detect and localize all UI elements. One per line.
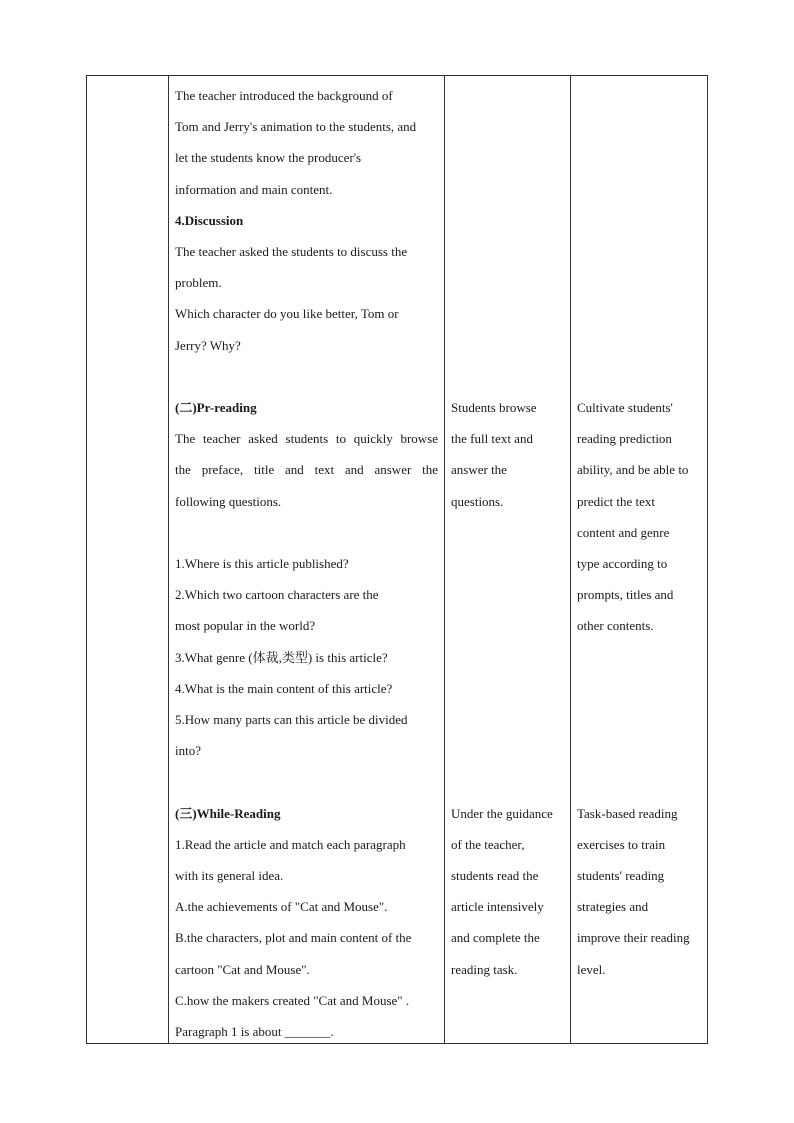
student-pre-reading-line: Students browse — [451, 400, 537, 415]
while-reading-line: B.the characters, plot and main content of the — [175, 930, 412, 946]
discussion-line: Which character do you like better, Tom or — [175, 306, 399, 322]
intent-while-reading-line: level. — [577, 961, 606, 977]
student-while-reading-line: students read the — [451, 868, 539, 884]
intro-line: let the students know the producer's — [175, 150, 362, 166]
intro-line: Tom and Jerry's animation to the students, and — [175, 119, 417, 135]
while-reading-heading: (三)While-Reading — [175, 805, 281, 821]
question-line: 2.Which two cartoon characters are the — [175, 587, 379, 603]
intent-pre-reading-line: ability, and be able to — [577, 462, 689, 478]
intent-while-reading-line: exercises to train — [577, 836, 666, 852]
intent-pre-reading-line: other contents. — [577, 618, 654, 634]
discussion-line: The teacher asked the students to discuss the — [175, 244, 408, 260]
teacher-activity-cell — [169, 76, 444, 1043]
intent-while-reading-line: strategies and — [577, 899, 649, 915]
student-pre-reading-line: the full text and — [451, 431, 533, 447]
discussion-heading: 4.Discussion — [175, 212, 244, 228]
question-line: most popular in the world? — [175, 618, 316, 634]
student-pre-reading-line: answer the — [451, 462, 507, 478]
question-line: 5.How many parts can this article be divided — [175, 712, 408, 728]
stage-column-cell — [87, 76, 168, 1043]
design-intent-cell — [571, 76, 709, 1043]
pre-reading-line: The teacher asked students to quickly browse — [175, 431, 438, 447]
pre-reading-line: following questions. — [175, 493, 282, 509]
while-reading-line: C.how the makers created "Cat and Mouse" . — [175, 992, 410, 1008]
intro-line: information and main content. — [175, 181, 333, 197]
while-reading-line: with its general idea. — [175, 868, 284, 884]
intent-pre-reading-line: predict the text — [577, 493, 655, 509]
intent-pre-reading-line: reading prediction — [577, 431, 672, 447]
question-line: 4.What is the main content of this article? — [175, 680, 393, 696]
discussion-line: problem. — [175, 275, 222, 291]
intent-pre-reading-line: content and genre — [577, 524, 670, 540]
while-reading-line: 1.Read the article and match each paragraph — [175, 836, 406, 852]
question-line: 1.Where is this article published? — [175, 556, 349, 572]
while-reading-line: cartoon "Cat and Mouse". — [175, 961, 310, 977]
intent-pre-reading-line: type according to — [577, 556, 668, 572]
lesson-plan-table — [86, 75, 708, 1044]
student-while-reading-line: and complete the — [451, 930, 540, 946]
question-line: 3.What genre (体裁,类型) is this article? — [175, 649, 388, 665]
pre-reading-line: the preface, title and text and answer the — [175, 462, 438, 478]
student-while-reading-line: of the teacher, — [451, 836, 525, 852]
pre-reading-heading: (二)Pr-reading — [175, 400, 257, 416]
intent-while-reading-line: improve their reading — [577, 930, 690, 946]
student-pre-reading-line: questions. — [451, 493, 504, 509]
intro-line: The teacher introduced the background of — [175, 88, 393, 103]
intent-while-reading-line: students' reading — [577, 868, 665, 884]
while-reading-line: A.the achievements of "Cat and Mouse". — [175, 899, 388, 915]
question-line: into? — [175, 743, 201, 759]
intent-pre-reading-line: prompts, titles and — [577, 587, 674, 603]
intent-pre-reading-line: Cultivate students' — [577, 400, 673, 415]
intent-while-reading-line: Task-based reading — [577, 805, 678, 821]
student-while-reading-line: Under the guidance — [451, 805, 553, 821]
student-while-reading-line: article intensively — [451, 899, 544, 915]
student-activity-cell — [445, 76, 570, 1043]
discussion-line: Jerry? Why? — [175, 337, 241, 353]
while-reading-line: Paragraph 1 is about _______. — [175, 1024, 334, 1040]
student-while-reading-line: reading task. — [451, 961, 518, 977]
